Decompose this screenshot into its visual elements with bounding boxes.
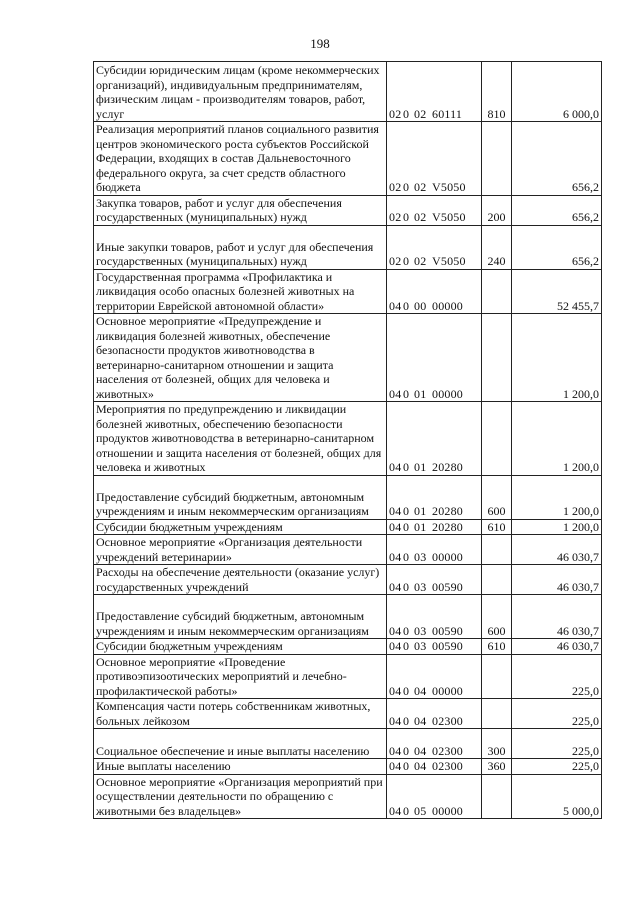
code-main-activity: 03 — [414, 639, 427, 653]
table-row — [94, 654, 602, 699]
row-name: Основное мероприятие «Проведение противоэпизоотических мероприятий и лечебно-профилактической работы» — [94, 654, 387, 699]
row-expense-type — [482, 535, 512, 565]
code-subprogram: 0 — [403, 460, 410, 474]
row-name: Основное мероприятие «Предупреждение и ликвидация болезней животных, обеспечение безопасности продуктов животноводства в ветеринарно-санитарном отношении и защита населения от болезней, общих для человека и животных» — [94, 314, 387, 402]
code-direction: 20280 — [432, 460, 463, 474]
row-code — [387, 269, 482, 314]
code-subprogram: 0 — [403, 386, 410, 401]
row-name: Закупка товаров, работ и услуг для обеспечения государственных (муниципальных) нужд — [94, 195, 387, 225]
code-main-activity: 02 — [414, 254, 427, 268]
row-amount: 225,0 — [512, 759, 602, 775]
row-code — [387, 595, 482, 639]
table-row — [94, 62, 602, 122]
code-program: 02 — [389, 106, 402, 121]
row-name: Предоставление субсидий бюджетным, автономным учреждениям и иным некоммерческим организациям — [94, 475, 387, 519]
code-direction: 00000 — [432, 549, 463, 564]
row-code — [387, 314, 482, 402]
row-expense-type — [482, 699, 512, 729]
code-program: 04 — [389, 519, 402, 534]
code-subprogram: 0 — [403, 713, 410, 728]
code-subprogram: 0 — [403, 743, 410, 758]
row-amount: 656,2 — [512, 225, 602, 269]
row-code — [387, 225, 482, 269]
code-main-activity: 01 — [414, 460, 427, 474]
code-subprogram: 0 — [403, 298, 410, 313]
row-name: Основное мероприятие «Организация мероприятий при осуществлении деятельности по обращению с животными без владельцев» — [94, 774, 387, 819]
row-amount: 1 200,0 — [512, 475, 602, 519]
code-subprogram: 0 — [403, 803, 410, 818]
code-direction: V5050 — [432, 254, 466, 268]
code-program: 04 — [389, 298, 402, 313]
row-name: Государственная программа «Профилактика и ликвидация особо опасных болезней животных на территории Еврейской автономной области» — [94, 269, 387, 314]
row-name: Субсидии бюджетным учреждениям — [94, 639, 387, 655]
row-amount: 225,0 — [512, 729, 602, 759]
code-main-activity: 03 — [414, 623, 427, 638]
code-subprogram: 0 — [403, 519, 410, 534]
code-program: 04 — [389, 713, 402, 728]
row-expense-type: 600 — [482, 595, 512, 639]
code-direction: 00000 — [432, 803, 463, 818]
code-program: 02 — [389, 254, 402, 268]
row-name: Иные выплаты населению — [94, 759, 387, 775]
row-amount: 46 030,7 — [512, 595, 602, 639]
row-code — [387, 195, 482, 225]
row-expense-type: 810 — [482, 62, 512, 122]
code-direction: 00000 — [432, 386, 463, 401]
code-direction: 02300 — [432, 759, 463, 773]
row-amount: 46 030,7 — [512, 535, 602, 565]
code-direction: 20280 — [432, 519, 463, 534]
row-amount: 656,2 — [512, 122, 602, 196]
table-row — [94, 729, 602, 759]
table-row — [94, 519, 602, 535]
row-amount: 6 000,0 — [512, 62, 602, 122]
budget-table-body — [94, 62, 602, 819]
table-row — [94, 269, 602, 314]
row-code — [387, 729, 482, 759]
row-amount: 46 030,7 — [512, 639, 602, 655]
code-direction: 00000 — [432, 683, 463, 698]
table-row — [94, 475, 602, 519]
row-code — [387, 699, 482, 729]
row-expense-type — [482, 314, 512, 402]
row-amount: 1 200,0 — [512, 519, 602, 535]
row-expense-type — [482, 654, 512, 699]
row-code — [387, 402, 482, 476]
code-program: 04 — [389, 623, 402, 638]
code-main-activity: 00 — [414, 298, 427, 313]
row-name: Субсидии юридическим лицам (кроме некоммерческих организаций), индивидуальным предпринимателям, физическим лицам - производителям товаров, работ, услуг — [94, 62, 387, 122]
code-subprogram: 0 — [403, 623, 410, 638]
row-code — [387, 774, 482, 819]
row-name: Мероприятия по предупреждению и ликвидации болезней животных, обеспечению безопасности продуктов животноводства в ветеринарно-санитарном отношении и защита населения от болезней, общих для человека и животных — [94, 402, 387, 476]
code-main-activity: 01 — [414, 386, 427, 401]
code-subprogram: 0 — [403, 683, 410, 698]
row-amount: 1 200,0 — [512, 314, 602, 402]
row-code — [387, 519, 482, 535]
row-code — [387, 475, 482, 519]
row-amount: 46 030,7 — [512, 565, 602, 595]
code-main-activity: 01 — [414, 504, 427, 518]
budget-table — [93, 61, 602, 819]
code-program: 04 — [389, 683, 402, 698]
code-main-activity: 05 — [414, 803, 427, 818]
row-name: Реализация мероприятий планов социального развития центров экономического роста субъектов Российской Федерации, входящих в состав Дальневосточного федерального округа, за счет средств областного бюджета — [94, 122, 387, 196]
table-row — [94, 402, 602, 476]
table-row — [94, 639, 602, 655]
table-row — [94, 195, 602, 225]
row-amount: 225,0 — [512, 654, 602, 699]
page-number: 198 — [310, 36, 330, 51]
row-code — [387, 62, 482, 122]
code-program: 04 — [389, 460, 402, 474]
row-name: Иные закупки товаров, работ и услуг для обеспечения государственных (муниципальных) нужд — [94, 225, 387, 269]
code-subprogram: 0 — [403, 106, 410, 121]
row-code — [387, 535, 482, 565]
code-main-activity: 04 — [414, 759, 427, 773]
code-program: 04 — [389, 504, 402, 518]
code-program: 02 — [389, 180, 402, 194]
row-expense-type: 360 — [482, 759, 512, 775]
code-program: 04 — [389, 743, 402, 758]
table-row — [94, 565, 602, 595]
code-main-activity: 02 — [414, 106, 427, 121]
code-main-activity: 04 — [414, 713, 427, 728]
row-name: Компенсация части потерь собственникам животных, больных лейкозом — [94, 699, 387, 729]
code-program: 04 — [389, 549, 402, 564]
row-expense-type — [482, 565, 512, 595]
code-direction: 00590 — [432, 639, 463, 653]
code-subprogram: 0 — [403, 759, 410, 773]
table-row — [94, 314, 602, 402]
code-main-activity: 03 — [414, 549, 427, 564]
code-program: 04 — [389, 579, 402, 594]
code-main-activity: 02 — [414, 180, 427, 194]
row-expense-type: 610 — [482, 519, 512, 535]
code-main-activity: 01 — [414, 519, 427, 534]
row-amount: 1 200,0 — [512, 402, 602, 476]
code-subprogram: 0 — [403, 210, 410, 224]
row-amount: 225,0 — [512, 699, 602, 729]
code-direction: 00590 — [432, 579, 463, 594]
table-row — [94, 759, 602, 775]
table-row — [94, 225, 602, 269]
code-subprogram: 0 — [403, 549, 410, 564]
row-expense-type — [482, 774, 512, 819]
table-row — [94, 699, 602, 729]
row-expense-type: 300 — [482, 729, 512, 759]
code-program: 04 — [389, 639, 402, 653]
code-direction: V5050 — [432, 180, 466, 194]
code-subprogram: 0 — [403, 180, 410, 194]
row-amount: 52 455,7 — [512, 269, 602, 314]
table-row — [94, 122, 602, 196]
code-direction: 60111 — [432, 106, 463, 121]
code-program: 04 — [389, 759, 402, 773]
row-expense-type — [482, 402, 512, 476]
code-main-activity: 04 — [414, 743, 427, 758]
code-direction: 00590 — [432, 623, 463, 638]
row-amount: 5 000,0 — [512, 774, 602, 819]
row-amount: 656,2 — [512, 195, 602, 225]
code-program: 04 — [389, 803, 402, 818]
code-direction: 02300 — [432, 713, 463, 728]
row-code — [387, 759, 482, 775]
code-main-activity: 03 — [414, 579, 427, 594]
row-expense-type: 600 — [482, 475, 512, 519]
code-direction: 02300 — [432, 743, 463, 758]
code-subprogram: 0 — [403, 504, 410, 518]
code-subprogram: 0 — [403, 639, 410, 653]
code-program: 02 — [389, 210, 402, 224]
row-name: Основное мероприятие «Организация деятельности учреждений ветеринарии» — [94, 535, 387, 565]
row-name: Субсидии бюджетным учреждениям — [94, 519, 387, 535]
row-name: Предоставление субсидий бюджетным, автономным учреждениям и иным некоммерческим организациям — [94, 595, 387, 639]
row-expense-type: 610 — [482, 639, 512, 655]
row-expense-type — [482, 122, 512, 196]
row-code — [387, 654, 482, 699]
row-code — [387, 639, 482, 655]
code-direction: 20280 — [432, 504, 463, 518]
row-expense-type — [482, 269, 512, 314]
row-name: Социальное обеспечение и иные выплаты населению — [94, 729, 387, 759]
table-row — [94, 774, 602, 819]
table-row — [94, 535, 602, 565]
row-code — [387, 122, 482, 196]
row-name: Расходы на обеспечение деятельности (оказание услуг) государственных учреждений — [94, 565, 387, 595]
row-expense-type: 200 — [482, 195, 512, 225]
code-program: 04 — [389, 386, 402, 401]
code-subprogram: 0 — [403, 254, 410, 268]
row-expense-type: 240 — [482, 225, 512, 269]
code-direction: V5050 — [432, 210, 466, 224]
code-subprogram: 0 — [403, 579, 410, 594]
code-direction: 00000 — [432, 298, 463, 313]
code-main-activity: 04 — [414, 683, 427, 698]
row-code — [387, 565, 482, 595]
code-main-activity: 02 — [414, 210, 427, 224]
table-row — [94, 595, 602, 639]
